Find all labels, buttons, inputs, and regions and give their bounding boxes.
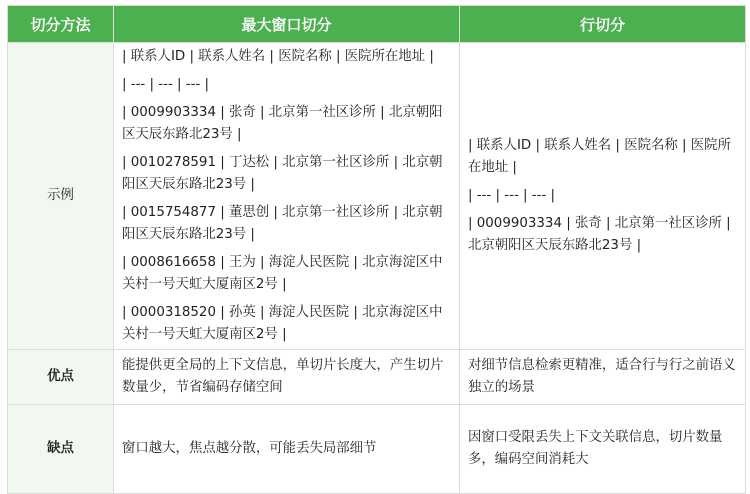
header-method: 切分方法 xyxy=(8,6,114,43)
example-label: 示例 xyxy=(8,43,114,350)
header-row xyxy=(8,6,746,43)
window-line: | 联系人ID | 联系人姓名 | 医院名称 | 医院所在地址 | xyxy=(122,49,434,64)
example-row-cell xyxy=(460,43,746,350)
cons-row xyxy=(8,405,746,494)
row-line: | --- | --- | --- | xyxy=(468,188,556,203)
example-window-cell xyxy=(114,43,460,350)
example-row xyxy=(8,43,746,350)
pros-row-cell: 对细节信息检索更精准，适合行与行之前语义独立的场景 xyxy=(460,350,746,405)
header-window-split: 最大窗口切分 xyxy=(114,6,460,43)
cons-label: 缺点 xyxy=(8,405,114,494)
pros-label: 优点 xyxy=(8,350,114,405)
window-line: | 0008616658 | 王为 | 海淀人民医院 | 北京海淀区中关村一号天虹大厦南区2号 | xyxy=(122,255,443,292)
window-line: | 0015754877 | 董思创 | 北京第一社区诊所 | 北京朝阳区天辰东路北23号 | xyxy=(122,205,443,242)
window-line: | 0010278591 | 丁达松 | 北京第一社区诊所 | 北京朝阳区天辰东路北23号 | xyxy=(122,155,443,192)
pros-row xyxy=(8,350,746,405)
header-row-split: 行切分 xyxy=(460,6,746,43)
window-line: | --- | --- | --- | xyxy=(122,77,210,92)
row-line: | 0009903334 | 张奇 | 北京第一社区诊所 | 北京朝阳区天辰东路北23号 | xyxy=(468,216,731,253)
cons-window-cell: 窗口越大，焦点越分散，可能丢失局部细节 xyxy=(114,405,460,494)
window-line: | 0000318520 | 孙英 | 海淀人民医院 | 北京海淀区中关村一号天虹大厦南区2号 | xyxy=(122,305,443,342)
cons-row-cell: 因窗口受限丢失上下文关联信息，切片数量多，编码空间消耗大 xyxy=(460,405,746,494)
pros-window-cell: 能提供更全局的上下文信息，单切片长度大，产生切片数量少，节省编码存储空间 xyxy=(114,350,460,405)
window-line: | 0009903334 | 张奇 | 北京第一社区诊所 | 北京朝阳区天辰东路北23号 | xyxy=(122,105,443,142)
comparison-table xyxy=(7,5,746,494)
row-line: | 联系人ID | 联系人姓名 | 医院名称 | 医院所在地址 | xyxy=(468,138,731,175)
